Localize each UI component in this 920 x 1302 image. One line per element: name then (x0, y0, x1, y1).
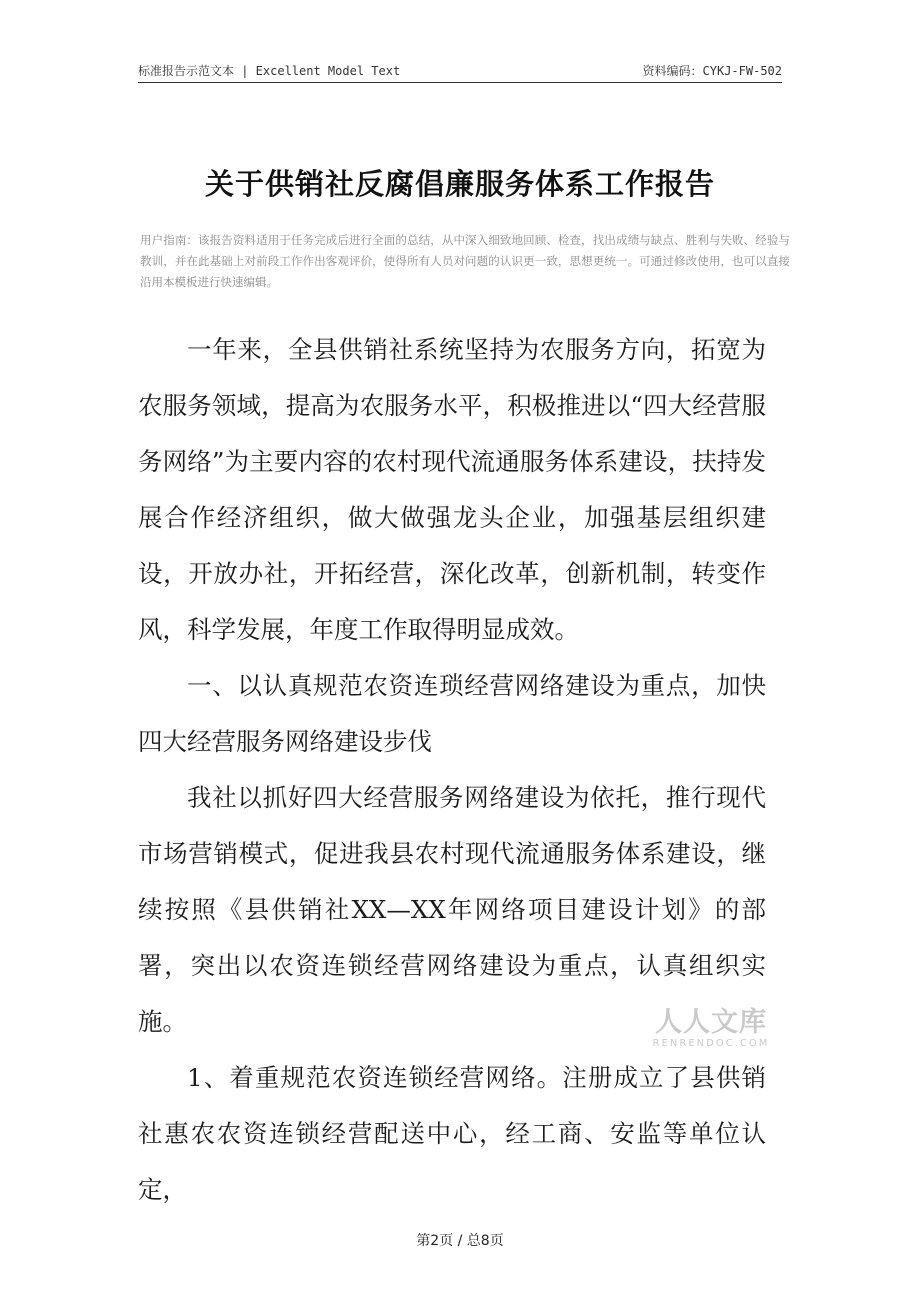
paragraph: 我社以抓好四大经营服务网络建设为依托，推行现代市场营销模式，促进我县农村现代流通服务体系建设，继续按照《县供销社XX—XX年网络项目建设计划》的部署，突出以农资连锁经营网络建设为重点，认真组织实施。 (138, 783, 766, 1036)
section-heading: 一、以认真规范农资连琐经营网络建设为重点，加快四大经营服务网络建设步伐 (138, 671, 766, 756)
document-code: 资料编码：CYKJ-FW-502 (642, 64, 782, 78)
document-body (138, 322, 766, 1218)
document-title: 关于供销社反腐倡廉服务体系工作报告 (204, 167, 715, 201)
watermark-logo (646, 1008, 776, 1050)
header-left-text: 标准报告示范文本 | Excellent Model Text (138, 64, 401, 78)
watermark-text: 人人文库 (655, 1007, 767, 1038)
watermark-url: RENRENDOC.COM (652, 1038, 770, 1049)
page-number: 第2页 / 总8页 (416, 1233, 504, 1249)
page-header (138, 62, 782, 83)
user-guide: 用户指南：该报告资料适用于任务完成后进行全面的总结，从中深入细致地回顾、检查，找出成绩与缺点、胜利与失败、经验与教训，并在此基础上对前段工作作出客观评价，使得所有人员对问题的认识更一致，思想更统一。可通过修改使用，也可以直接沿用本模板进行快速编辑。 (140, 233, 790, 289)
paragraph: 一年来，全县供销社系统坚持为农服务方向，拓宽为农服务领域，提高为农服务水平，积极推进以“四大经营服务网络”为主要内容的农村现代流通服务体系建设，扶持发展合作经济组织，做大做强龙头企业，加强基层组织建设，开放办社，开拓经营，深化改革，创新机制，转变作风，科学发展，年度工作取得明显成效。 (138, 335, 766, 644)
paragraph: 1、着重规范农资连锁经营网络。注册成立了县供销社惠农农资连锁经营配送中心，经工商、安监等单位认定， (138, 1063, 766, 1204)
